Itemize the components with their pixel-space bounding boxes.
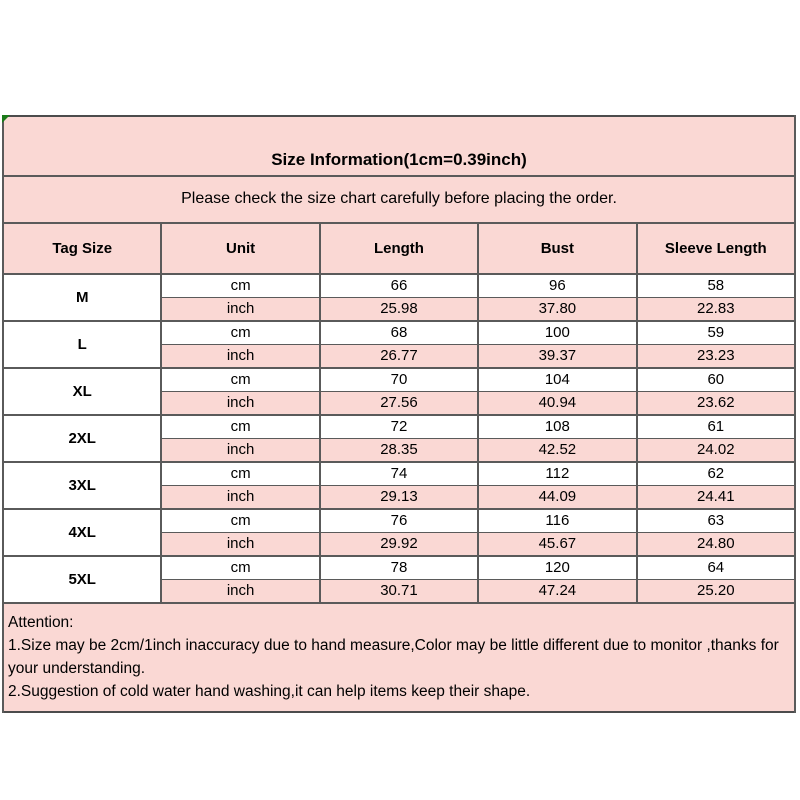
sleeve-inch-cell: 24.80 [637,533,795,557]
bust-cm-cell: 104 [478,368,636,392]
tag-size-cell: 4XL [3,509,161,556]
size-chart-sheet [2,115,796,713]
unit-cell: cm [161,556,319,580]
length-inch-cell: 29.13 [320,486,478,510]
attention-note [3,603,795,712]
table-row [3,274,795,298]
bust-cm-cell: 108 [478,415,636,439]
tag-size-cell: 3XL [3,462,161,509]
unit-cell: cm [161,274,319,298]
sleeve-inch-cell: 24.02 [637,439,795,463]
table-row [3,556,795,580]
column-header-unit: Unit [161,223,319,274]
sleeve-inch-cell: 22.83 [637,298,795,322]
length-cm-cell: 76 [320,509,478,533]
table-row [3,368,795,392]
bust-inch-cell: 45.67 [478,533,636,557]
attention-row [3,603,795,712]
header-row [3,223,795,274]
corner-flag-icon [2,115,10,123]
length-inch-cell: 25.98 [320,298,478,322]
sleeve-cm-cell: 61 [637,415,795,439]
unit-cell: inch [161,298,319,322]
sleeve-inch-cell: 23.62 [637,392,795,416]
length-cm-cell: 78 [320,556,478,580]
sleeve-cm-cell: 62 [637,462,795,486]
tag-size-cell: 5XL [3,556,161,603]
table-row [3,321,795,345]
title-row [3,116,795,176]
length-cm-cell: 70 [320,368,478,392]
unit-cell: cm [161,462,319,486]
table-row [3,509,795,533]
column-header-sleeve-length: Sleeve Length [637,223,795,274]
sleeve-cm-cell: 58 [637,274,795,298]
unit-cell: cm [161,509,319,533]
sleeve-cm-cell: 64 [637,556,795,580]
length-cm-cell: 66 [320,274,478,298]
tag-size-cell: L [3,321,161,368]
length-cm-cell: 72 [320,415,478,439]
length-inch-cell: 27.56 [320,392,478,416]
column-header-bust: Bust [478,223,636,274]
bust-inch-cell: 37.80 [478,298,636,322]
sleeve-inch-cell: 23.23 [637,345,795,369]
unit-cell: inch [161,533,319,557]
unit-cell: inch [161,486,319,510]
attention-note-2: 2.Suggestion of cold water hand washing,it can help items keep their shape. [8,683,531,700]
sleeve-cm-cell: 59 [637,321,795,345]
subtitle-row [3,176,795,223]
sleeve-inch-cell: 24.41 [637,486,795,510]
attention-note-1: 1.Size may be 2cm/1inch inaccuracy due to hand measure,Color may be little different due to monitor ,thanks for your understanding. [8,637,779,677]
table-row [3,462,795,486]
unit-cell: cm [161,368,319,392]
bust-cm-cell: 112 [478,462,636,486]
length-inch-cell: 26.77 [320,345,478,369]
length-cm-cell: 68 [320,321,478,345]
length-inch-cell: 29.92 [320,533,478,557]
unit-cell: inch [161,439,319,463]
sleeve-inch-cell: 25.20 [637,580,795,604]
unit-cell: inch [161,392,319,416]
bust-cm-cell: 96 [478,274,636,298]
sleeve-cm-cell: 60 [637,368,795,392]
unit-cell: cm [161,321,319,345]
length-inch-cell: 28.35 [320,439,478,463]
bust-cm-cell: 120 [478,556,636,580]
bust-inch-cell: 40.94 [478,392,636,416]
length-inch-cell: 30.71 [320,580,478,604]
column-header-tag-size: Tag Size [3,223,161,274]
bust-inch-cell: 42.52 [478,439,636,463]
bust-cm-cell: 100 [478,321,636,345]
unit-cell: inch [161,345,319,369]
unit-cell: cm [161,415,319,439]
tag-size-cell: M [3,274,161,321]
bust-inch-cell: 44.09 [478,486,636,510]
page-title: Size Information(1cm=0.39inch) [3,116,795,176]
tag-size-cell: XL [3,368,161,415]
sleeve-cm-cell: 63 [637,509,795,533]
length-cm-cell: 74 [320,462,478,486]
table-row [3,415,795,439]
bust-inch-cell: 47.24 [478,580,636,604]
bust-cm-cell: 116 [478,509,636,533]
tag-size-cell: 2XL [3,415,161,462]
attention-heading: Attention: [8,614,74,631]
unit-cell: inch [161,580,319,604]
size-table [2,115,796,713]
bust-inch-cell: 39.37 [478,345,636,369]
column-header-length: Length [320,223,478,274]
page-subtitle: Please check the size chart carefully before placing the order. [3,176,795,223]
